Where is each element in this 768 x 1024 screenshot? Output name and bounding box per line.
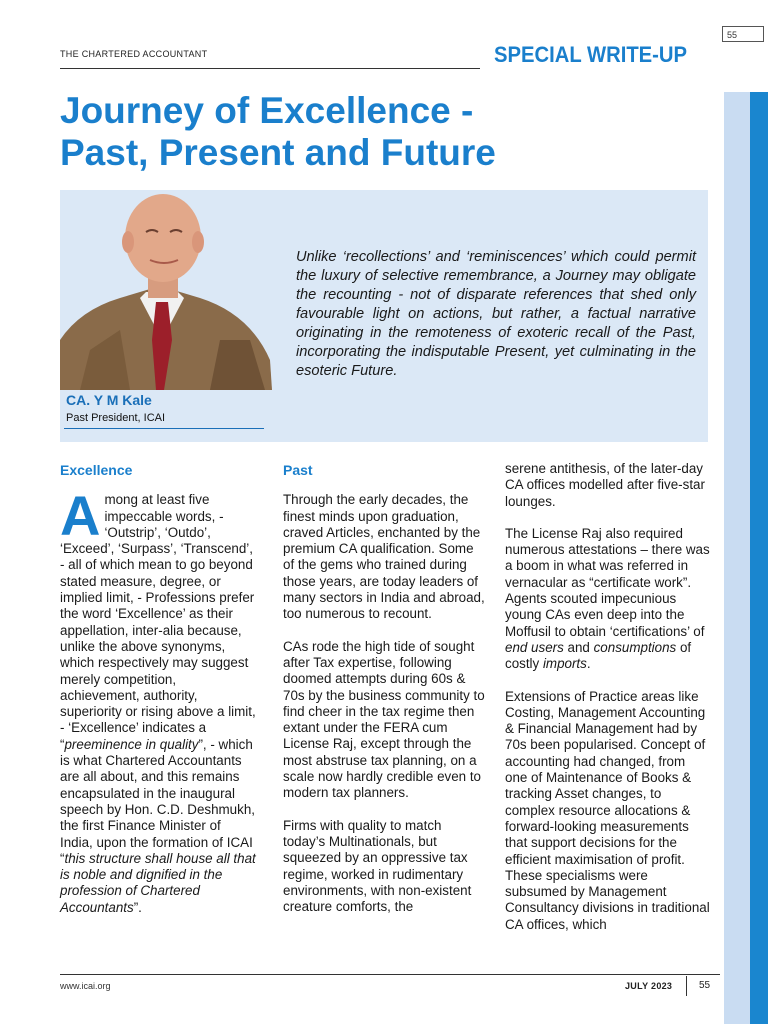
author-name: CA. Y M Kale bbox=[66, 392, 152, 408]
header-divider bbox=[60, 68, 480, 69]
section-label: SPECIAL WRITE-UP bbox=[494, 42, 688, 67]
excellence-text-end: ”. bbox=[133, 899, 142, 915]
page-number-box: 55 bbox=[722, 26, 764, 42]
col3-paragraph-1: serene antithesis, of the later-day CA offices modelled after five-star lounges. bbox=[505, 461, 705, 509]
excellence-quote: this structure shall house all that is noble and dignified in the profession of Chartered Accountants bbox=[60, 850, 256, 915]
side-accent-bar-light bbox=[724, 92, 750, 1024]
publication-name: THE CHARTERED ACCOUNTANT bbox=[60, 49, 208, 59]
author-portrait bbox=[60, 190, 272, 390]
col3-paragraph-2 bbox=[505, 526, 710, 673]
col3-p2-text-b: and bbox=[563, 639, 594, 655]
footer-issue-date: JULY 2023 bbox=[625, 981, 673, 991]
excellence-text-b: ”, - which is what Chartered Accountants are all about, and this remains encapsulated in the inaugural speech by Hon. C.D. Deshmukh, the first Finance Minister of India, upon the formation of ICAI “ bbox=[60, 736, 255, 866]
drop-cap: A bbox=[60, 484, 101, 548]
column-1 bbox=[60, 458, 256, 932]
column-3 bbox=[505, 461, 710, 949]
excellence-text-a: mong at least five impeccable words, - ‘Outstrip’, ‘Outdo’, ‘Exceed’, ‘Surpass’, ‘Transcend’, - all of which mean to go beyond stated measure, degree, or implied limit, - Professions prefer the word ‘Excellence’ as their appellation, inter-alia because, unlike the above synonyms, which respectively may suggest merely competition, achievement, authority, superiority or rising above a limit, - ‘Excellence’ indicates a “ bbox=[60, 492, 256, 752]
footer-divider bbox=[60, 974, 720, 975]
heading-excellence: Excellence bbox=[60, 462, 133, 478]
col3-p2-text-a: The License Raj also required numerous attestations – there was a boom in what was referred in vernacular as “certificate work”. Agents scouted impecunious young CAs even deep into the Moffusil to obtain ‘certifications’ of bbox=[505, 525, 710, 639]
footer-website: www.icai.org bbox=[60, 981, 111, 991]
heading-past: Past bbox=[283, 462, 313, 478]
excellence-paragraph bbox=[60, 484, 256, 916]
author-divider bbox=[64, 428, 264, 429]
article-title bbox=[60, 90, 720, 174]
col3-p2-italic-2: consumptions bbox=[593, 639, 677, 655]
intro-quote: Unlike ‘recollections’ and ‘reminiscences’ which could permit the luxury of selective remembrance, a Journey may obligate the recounting - not of disparate references that shed only favourable light on actions, but rather, a factual narrative originating in the remoteness of exoteric recall of the Past, incorporating the indisputable Present, yet culminating in the esoteric Future. bbox=[296, 249, 696, 379]
footer-separator bbox=[686, 976, 687, 996]
col3-p2-italic-1: end users bbox=[505, 639, 564, 655]
excellence-italic: preeminence in quality bbox=[64, 736, 199, 752]
past-paragraph-2: CAs rode the high tide of sought after Tax expertise, following doomed attempts during 60s & 70s by the business community to find cheer in the tax regime then extant under the FERA cum License Raj, except through the most abstruse tax planning, on a scale now hardly credible even to modern tax planners. bbox=[283, 638, 485, 801]
col3-p2-text-d: . bbox=[586, 656, 591, 672]
col3-paragraph-3: Extensions of Practice areas like Costing, Management Accounting & Financial Management had by 70s been popularised. Concept of accounting had changed, from one of Maintenance of Books & tracking Asset changes, to complex resource allocations & forward-looking measurements that support decisions for the efficient maximisation of profit. These specialisms were subsumed by Management Consultancy divisions in traditional CA offices, which bbox=[505, 688, 710, 932]
title-line-2: Past, Present and Future bbox=[60, 132, 496, 173]
title-line-1: Journey of Excellence - bbox=[60, 90, 474, 131]
author-role: Past President, ICAI bbox=[66, 412, 166, 424]
col3-p2-text-c: of costly bbox=[505, 639, 692, 672]
side-accent-bar-dark bbox=[750, 92, 768, 1024]
past-paragraph-3: Firms with quality to match today’s Multinationals, but squeezed by an oppressive tax regime, worked in rudimentary environments, with non-existent creature comforts, the bbox=[283, 817, 472, 915]
col3-p2-italic-3: imports bbox=[542, 656, 587, 672]
past-paragraph-1: Through the early decades, the finest minds upon graduation, craved Articles, enchanted by the premium CA qualification. Some of the gems who trained during those years, are today leaders of many sectors in India and abroad, too numerous to recount. bbox=[283, 492, 485, 622]
footer-page-number: 55 bbox=[699, 980, 711, 991]
column-2 bbox=[283, 458, 485, 931]
hero-panel bbox=[60, 190, 708, 442]
